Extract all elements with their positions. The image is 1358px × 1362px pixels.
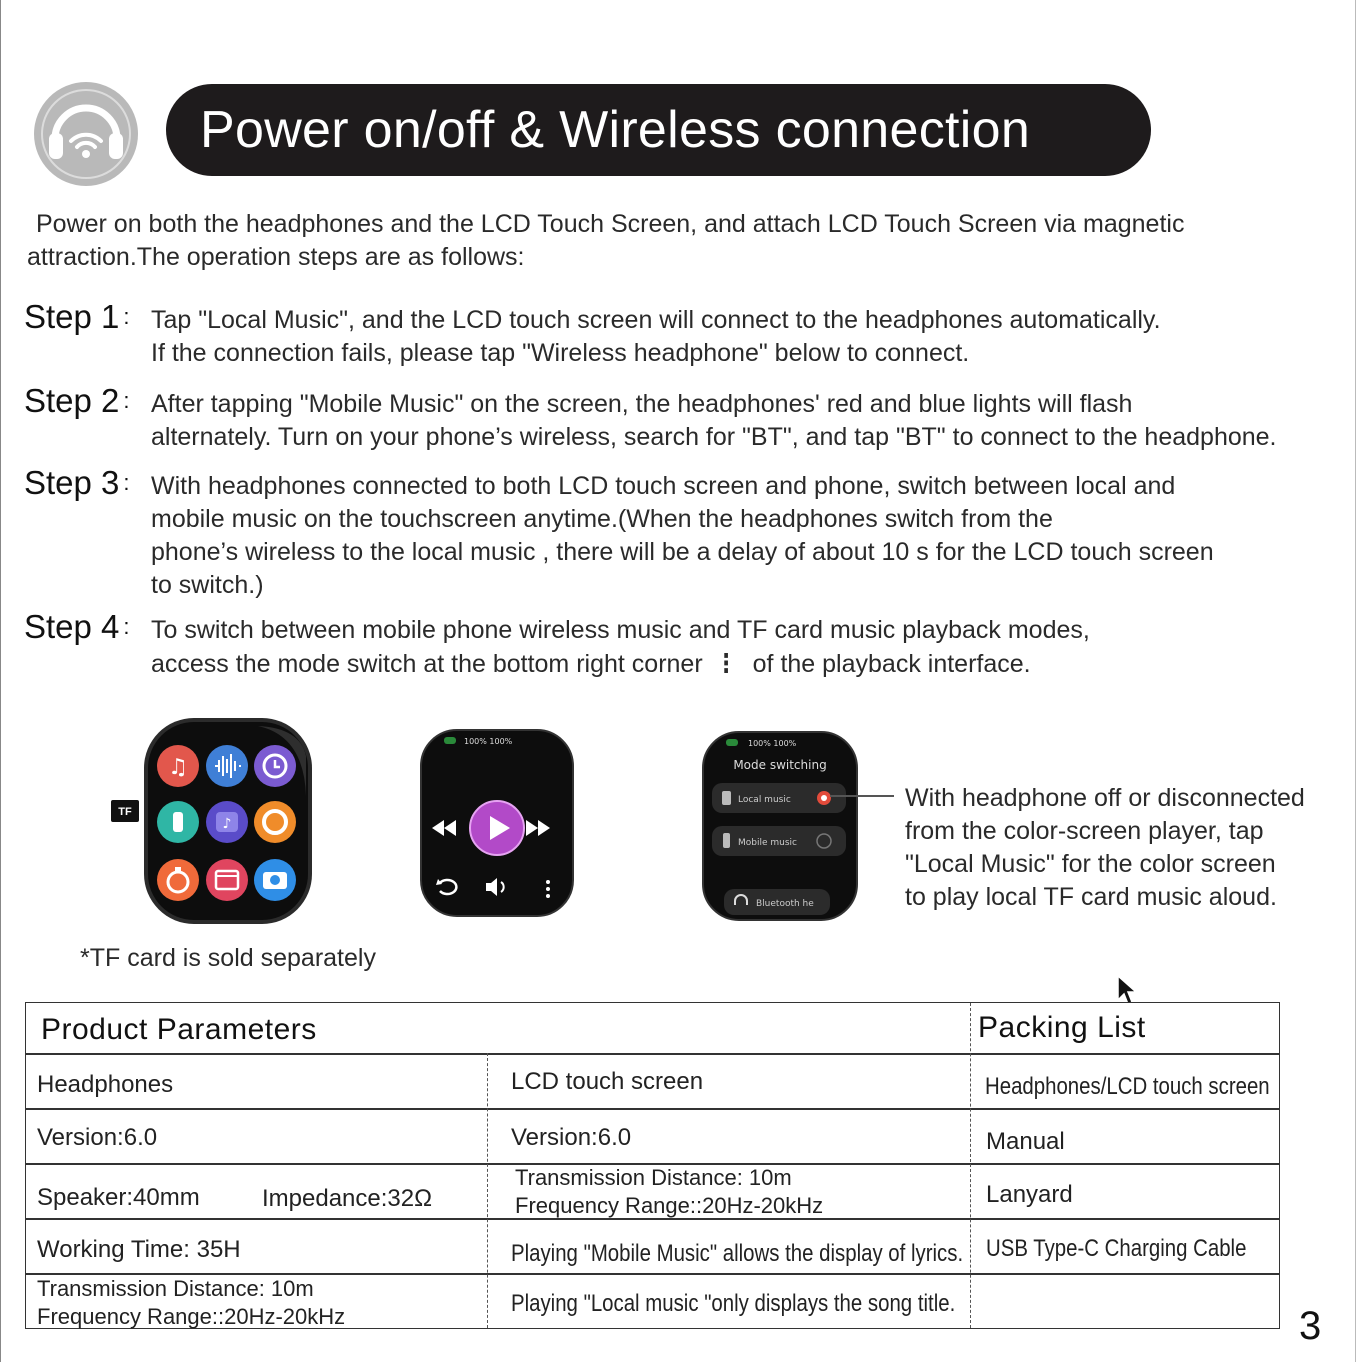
mode-option-mobile-music: [712, 826, 846, 856]
packing-item: Lanyard: [986, 1181, 1073, 1208]
step-line: mobile music on the touchscreen anytime.(When the headphones switch from the: [151, 505, 1053, 533]
step-label-text: Step 3: [24, 464, 120, 501]
lcd-app-grid-screen: [108, 716, 314, 928]
step-line: [151, 647, 1331, 681]
side-note-line: to play local TF card music aloud.: [905, 883, 1277, 911]
step-label: Step 2 :: [24, 382, 130, 419]
page-border-right: [1355, 0, 1356, 1362]
side-note-line: from the color-screen player, tap: [905, 817, 1264, 845]
headphones-working-time: Working Time: 35H: [37, 1236, 241, 1263]
step-text: [151, 388, 1331, 454]
step-line: If the connection fails, please tap "Wireless headphone" below to connect.: [151, 339, 970, 367]
tf-badge: TF: [118, 806, 132, 818]
voice-app-icon: [206, 745, 248, 787]
product-parameters-header: Product Parameters: [41, 1013, 317, 1046]
headphones-speaker: Speaker:40mm: [37, 1184, 200, 1211]
lcd-title: LCD touch screen: [511, 1068, 704, 1095]
step-line-part: of the playback interface.: [752, 650, 1031, 678]
side-note-line: With headphone off or disconnected: [905, 784, 1305, 812]
wireless-headphones-icon: [33, 81, 139, 187]
table-row-divider: [26, 1053, 1279, 1055]
packing-item: Headphones/LCD touch screen: [985, 1073, 1270, 1100]
page-title-banner: [166, 84, 1151, 176]
step-label-text: Step 4: [24, 608, 120, 645]
calendar-app-icon: [206, 859, 248, 901]
camera-app-icon: [254, 859, 296, 901]
play-button-icon: [470, 801, 524, 855]
headphones-impedance: Impedance:32Ω: [262, 1185, 433, 1212]
music-player-app-icon: [206, 801, 248, 843]
clock-app-icon: [254, 745, 296, 787]
lcd-frequency: Frequency Range::20Hz-20kHz: [515, 1193, 824, 1218]
table-column-divider: [970, 1003, 971, 1328]
step-line: to switch.): [151, 571, 264, 599]
mode-option-label: Local music: [738, 795, 791, 805]
svg-text:♫: ♫: [168, 755, 188, 780]
flashlight-app-icon: [157, 801, 199, 843]
step-label-text: Step 2: [24, 382, 120, 419]
step-line: After tapping "Mobile Music" on the screen, the headphones' red and blue lights will flash: [151, 390, 1133, 418]
lcd-lyrics-note: Playing "Mobile Music" allows the display of lyrics.: [511, 1240, 964, 1267]
step-label: Step 4 :: [24, 608, 130, 645]
headphones-version: Version:6.0: [37, 1124, 158, 1151]
status-bar-text: 100% 100%: [464, 737, 513, 746]
mode-option-local-music: [712, 783, 846, 813]
headphones-frequency: Frequency Range::20Hz-20kHz: [37, 1304, 346, 1329]
mode-option-label: Mobile music: [738, 838, 797, 848]
intro-paragraph: [27, 208, 1327, 274]
packing-item: USB Type-C Charging Cable: [986, 1235, 1247, 1262]
stopwatch-app-icon: [157, 859, 199, 901]
tf-card-note: *TF card is sold separately: [80, 944, 376, 972]
table-column-divider: [487, 1053, 488, 1328]
callout-line: [830, 795, 894, 797]
side-note-line: "Local Music" for the color screen: [905, 850, 1276, 878]
step-line: To switch between mobile phone wireless music and TF card music playback modes,: [151, 616, 1090, 644]
music-app-icon: [157, 745, 199, 787]
svg-text:♪: ♪: [222, 816, 232, 832]
packing-item: Manual: [986, 1128, 1065, 1155]
timer-app-icon: [254, 801, 296, 843]
step-line: With headphones connected to both LCD touch screen and phone, switch between local and: [151, 472, 1176, 500]
step-line: Tap "Local Music", and the LCD touch screen will connect to the headphones automatically.: [151, 306, 1161, 334]
more-options-icon: ⋮: [715, 648, 737, 678]
bluetooth-headphone-button: [724, 889, 830, 915]
table-row-divider: [26, 1108, 1279, 1110]
step-line-part: access the mode switch at the bottom right corner: [151, 650, 703, 678]
more-options-icon: [546, 880, 550, 898]
intro-line: Power on both the headphones and the LCD Touch Screen, and attach LCD Touch Screen via magnetic: [36, 210, 1185, 238]
packing-list-header: Packing List: [978, 1011, 1146, 1044]
side-note: [905, 782, 1305, 914]
step-text: [151, 304, 1331, 370]
lcd-version: Version:6.0: [511, 1124, 632, 1151]
intro-line: attraction.The operation steps are as follows:: [27, 243, 525, 271]
headphones-title: Headphones: [37, 1071, 174, 1098]
step-label: Step 1 :: [24, 298, 130, 335]
step-line: alternately. Turn on your phone’s wireless, search for "BT", and tap "BT" to connect to the headphone.: [151, 423, 1277, 451]
lcd-mode-switching-screen: [702, 731, 858, 921]
step-text: [151, 614, 1331, 681]
step-text: [151, 470, 1331, 602]
headphones-transmission: Transmission Distance: 10m: [37, 1276, 314, 1301]
bluetooth-headphone-label: Bluetooth he: [756, 899, 814, 909]
step-label-text: Step 1: [24, 298, 120, 335]
page-number: 3: [1299, 1304, 1322, 1348]
page-border-left: [0, 0, 1, 1362]
parameters-table: [25, 1002, 1280, 1329]
lcd-local-note: Playing "Local music "only displays the song title.: [511, 1290, 956, 1317]
page-title: Power on/off & Wireless connection: [200, 101, 1031, 159]
mode-title: Mode switching: [733, 758, 827, 772]
lcd-transmission: Transmission Distance: 10m: [515, 1165, 792, 1190]
status-bar-text: 100% 100%: [748, 739, 797, 748]
lcd-player-screen: [420, 729, 574, 917]
step-label: Step 3 :: [24, 464, 130, 501]
step-line: phone’s wireless to the local music , there will be a delay of about 10 s for the LCD touch screen: [151, 538, 1214, 566]
